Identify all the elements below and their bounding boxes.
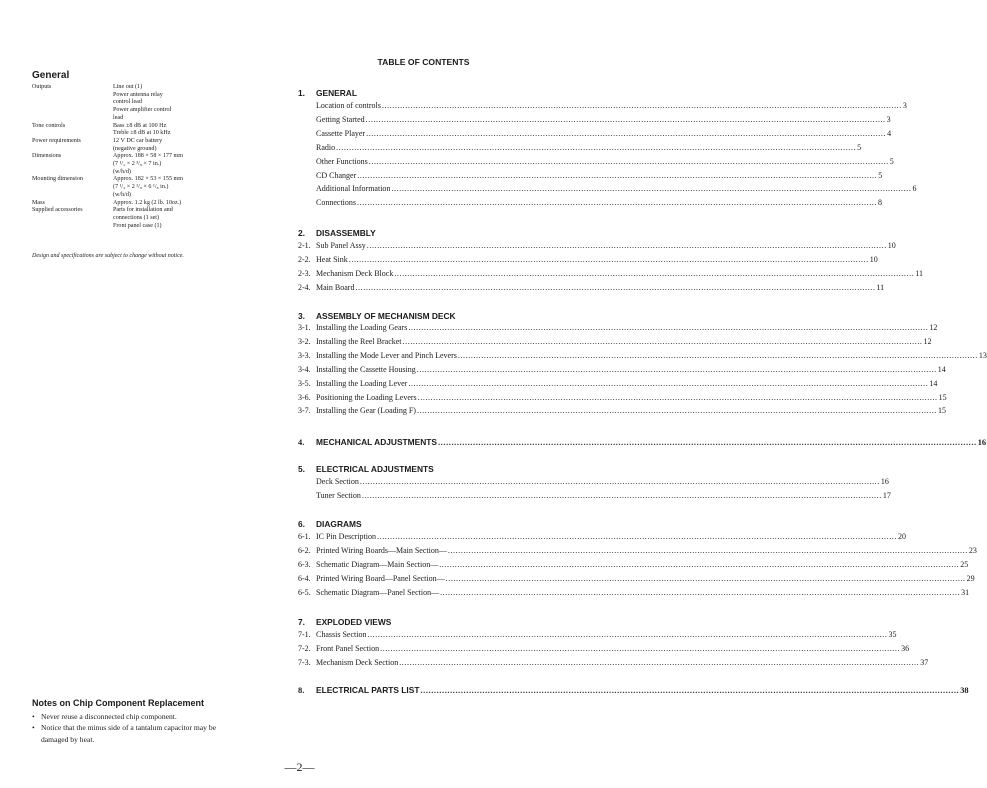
item-label: Installing the Reel Bracket [316, 336, 402, 346]
leader-dots: ........................................................................................................................................................................................................ [377, 532, 897, 541]
spec-label: Mounting dimension [32, 176, 83, 183]
leader-dots: ........................................................................................................................................................................................................ [355, 282, 876, 292]
item-number: 7-1. [298, 630, 311, 639]
leader-dots: ........................................................................................................................................................................................................ [391, 184, 912, 194]
section-title: MECHANICAL ADJUSTMENTS [316, 437, 437, 447]
leader-dots: ........................................................................................................................................................................................................ [365, 114, 886, 124]
toc-section-line [298, 437, 987, 448]
toc-item [298, 573, 975, 584]
leader-dots: ........................................................................................................................................................................................................ [408, 378, 929, 388]
spec-value-line: (w/h/d) [113, 168, 131, 175]
section-heading [298, 519, 362, 529]
section-heading [298, 311, 456, 321]
page-ref: 11 [915, 268, 924, 278]
item-label: Deck Section [316, 477, 359, 486]
item-label: Getting Started [316, 114, 365, 124]
section-title: DIAGRAMS [316, 519, 362, 529]
page-ref: 37 [920, 657, 929, 667]
table-of-contents [298, 0, 987, 788]
page-ref: 12 [923, 336, 932, 346]
item-label: Location of controls [316, 101, 381, 110]
item-number: 6-2. [298, 545, 311, 555]
leader-dots: ........................................................................................................................................................................................................ [437, 438, 977, 447]
toc-item [298, 657, 929, 668]
item-label: Front Panel Section [316, 643, 380, 653]
page-ref: 10 [887, 241, 896, 250]
page-ref: 35 [888, 630, 897, 639]
page-ref: 5 [857, 142, 862, 152]
item-label: Other Functions [316, 156, 368, 166]
page-ref: 8 [878, 198, 882, 208]
item-label: Main Board [316, 282, 355, 292]
item-label: Cassette Player [316, 128, 366, 138]
leader-dots: ........................................................................................................................................................................................................ [366, 241, 887, 250]
item-label: Installing the Loading Lever [316, 378, 408, 388]
item-number: 3-7. [298, 406, 311, 416]
leader-dots: ........................................................................................................................................................................................................ [417, 392, 938, 402]
toc-item [298, 197, 882, 208]
item-number: 7-2. [298, 643, 311, 653]
leader-dots: ........................................................................................................................................................................................................ [408, 323, 929, 332]
spec-table [32, 84, 242, 230]
page-ref: 25 [960, 559, 969, 569]
spec-value [113, 153, 242, 176]
leader-dots: ........................................................................................................................................................................................................ [447, 545, 968, 555]
leader-dots: ........................................................................................................................................................................................................ [420, 686, 960, 695]
page-ref: 36 [901, 643, 910, 653]
toc-item [298, 364, 946, 375]
page-ref: 3 [886, 114, 891, 124]
page-ref: 5 [889, 156, 894, 166]
spec-value [113, 84, 242, 123]
toc-section-line [298, 685, 969, 696]
item-number: 3-5. [298, 378, 311, 388]
spec-value-line: Treble ±8 dB at 10 kHz [113, 130, 171, 137]
page-number: —2— [284, 760, 315, 774]
leader-dots: ........................................................................................................................................................................................................ [359, 477, 880, 486]
spec-value-line: Bass ±8 dB at 100 Hz [113, 122, 167, 129]
leader-dots: ........................................................................................................................................................................................................ [399, 657, 920, 667]
leader-dots: ........................................................................................................................................................................................................ [381, 101, 902, 110]
spec-value-line: Front panel case (1) [113, 222, 162, 229]
bullet: • [32, 723, 35, 733]
leader-dots: ........................................................................................................................................................................................................ [445, 573, 966, 583]
item-label: Chassis Section [316, 630, 367, 639]
section-heading [298, 88, 357, 98]
section-number: 6. [298, 519, 305, 529]
spec-value-line: Approx. 188 × 58 × 177 mm [113, 153, 184, 160]
spec-value [113, 207, 242, 230]
notes-heading: Notes on Chip Component Replacement [32, 698, 205, 708]
spec-label: Power requirements [32, 137, 81, 144]
page-ref: 13 [978, 350, 987, 360]
page-ref: 31 [961, 587, 970, 597]
section-number: 7. [298, 617, 305, 627]
spec-label: Supplied accessories [32, 207, 83, 214]
spec-value [113, 138, 242, 153]
spec-value-line: (w/h/d) [113, 191, 131, 198]
spec-value-line: (7 ¹/₂ × 2 ³/₈ × 7 in.) [113, 161, 162, 168]
note-line: Never reuse a disconnected chip component. [41, 712, 177, 721]
toc-item [298, 336, 932, 347]
spec-row [32, 123, 242, 138]
item-number: 2-4. [298, 282, 311, 292]
section-title: DISASSEMBLY [316, 228, 376, 238]
spec-value-line: lead [113, 114, 124, 121]
page-ref: 16 [880, 477, 889, 486]
leader-dots: ........................................................................................................................................................................................................ [416, 364, 937, 374]
section-number: 8. [298, 686, 305, 695]
toc-item [298, 114, 891, 125]
toc-item [298, 643, 910, 654]
item-label: Mechanism Deck Section [316, 657, 399, 667]
notes-list [32, 711, 282, 745]
page-ref: 14 [929, 378, 938, 388]
page-ref: 15 [938, 392, 947, 402]
toc-item [298, 254, 878, 265]
item-number: 3-6. [298, 392, 311, 402]
page-ref: 38 [960, 686, 969, 695]
toc-item [298, 268, 924, 279]
toc-item [298, 170, 883, 181]
spec-value-line: Line out (1) [113, 84, 143, 90]
leader-dots: ........................................................................................................................................................................................................ [361, 490, 882, 500]
leader-dots: ........................................................................................................................................................................................................ [402, 336, 923, 346]
page-ref: 15 [937, 406, 946, 416]
item-number: 6-4. [298, 573, 311, 583]
page-ref: 20 [898, 532, 906, 541]
toc-item [298, 629, 897, 640]
spec-value-line: (7 ¹/₄ × 2 ¹/₈ × 6 ¹/₈ in.) [113, 184, 169, 191]
item-number: 3-4. [298, 364, 311, 374]
toc-item [298, 322, 938, 333]
toc-item [298, 100, 907, 111]
note-line: damaged by heat. [41, 734, 95, 744]
item-label: Heat Sink [316, 254, 348, 264]
item-number: 2-2. [298, 254, 311, 264]
leader-dots: ........................................................................................................................................................................................................ [439, 559, 960, 569]
leader-dots: ........................................................................................................................................................................................................ [336, 142, 857, 152]
note-text [41, 711, 177, 722]
section-title: EXPLODED VIEWS [316, 617, 392, 627]
toc-item [298, 587, 970, 598]
page-ref: 3 [902, 101, 907, 110]
item-number: 3-1. [298, 323, 311, 332]
spec-value-line: (negative ground) [113, 145, 157, 152]
toc-item [298, 405, 946, 416]
spec-label: Mass [32, 199, 45, 206]
spec-value-line: connections (1 set) [113, 214, 160, 221]
item-label: Positioning the Loading Levers [316, 392, 417, 402]
leader-dots: ........................................................................................................................................................................................................ [394, 268, 915, 278]
page-ref: 5 [878, 170, 883, 180]
design-note: Design and specifications are subject to change without notice. [32, 253, 184, 259]
page-ref: 4 [887, 128, 892, 138]
item-label: Schematic Diagram—Panel Section— [316, 587, 440, 597]
spec-row [32, 84, 242, 123]
spec-value-line: Approx. 182 × 53 × 155 mm [113, 176, 184, 183]
section-title: ASSEMBLY OF MECHANISM DECK [316, 311, 456, 321]
item-label: Tuner Section [316, 490, 361, 500]
leader-dots: ........................................................................................................................................................................................................ [367, 630, 888, 639]
toc-item [298, 156, 894, 167]
section-heading [298, 617, 391, 627]
item-label: Additional Information [316, 184, 391, 194]
page-ref: 16 [977, 438, 987, 447]
toc-item [298, 559, 969, 570]
spec-row [32, 153, 242, 176]
spec-row [32, 176, 242, 199]
item-label: Printed Wiring Board—Panel Section— [316, 573, 445, 583]
section-heading [298, 464, 434, 474]
toc-item [298, 183, 917, 194]
section-heading [298, 228, 376, 238]
page-ref: 29 [966, 573, 975, 583]
item-label: Installing the Cassette Housing [316, 364, 416, 374]
item-number: 2-3. [298, 268, 311, 278]
leader-dots: ........................................................................................................................................................................................................ [366, 128, 887, 138]
item-label: Connections [316, 198, 356, 208]
leader-dots: ........................................................................................................................................................................................................ [440, 587, 961, 597]
page-ref: 14 [937, 364, 946, 374]
page-ref: 23 [968, 545, 977, 555]
item-number: 6-3. [298, 559, 311, 569]
item-number: 6-1. [298, 532, 311, 541]
leader-dots: ........................................................................................................................................................................................................ [457, 350, 978, 360]
spec-value-line: 12 V DC car battery [113, 137, 163, 144]
toc-item [298, 128, 892, 139]
spec-value [113, 176, 242, 199]
section-number: 3. [298, 311, 305, 321]
toc-item [298, 142, 862, 153]
section-number: 2. [298, 228, 305, 238]
toc-item [298, 378, 938, 389]
item-number: 3-3. [298, 350, 311, 360]
item-label: Schematic Diagram—Main Section— [316, 559, 439, 569]
section-title: ELECTRICAL ADJUSTMENTS [316, 464, 434, 474]
toc-item [298, 240, 896, 251]
spec-value [113, 123, 242, 138]
spec-value-line: Approx. 1.2 kg (2 lb. 10oz.) [113, 199, 182, 206]
leader-dots: ........................................................................................................................................................................................................ [416, 406, 937, 416]
spec-value-line: Power antenna relay [113, 91, 163, 98]
spec-value-line: Power amplifier control [113, 107, 172, 114]
page-ref: 12 [929, 323, 938, 332]
note-text [41, 722, 216, 745]
section-number: 1. [298, 88, 305, 98]
item-label: Installing the Gear (Loading F) [316, 406, 416, 416]
leader-dots: ........................................................................................................................................................................................................ [357, 198, 877, 208]
page-ref: 6 [912, 184, 917, 194]
section-title: ELECTRICAL PARTS LIST [316, 685, 420, 695]
item-label: IC Pin Description [316, 532, 376, 541]
section-number: 5. [298, 464, 305, 474]
spec-value-line: Parts for installation and [113, 207, 173, 214]
item-number: 3-2. [298, 336, 311, 346]
toc-item [298, 531, 906, 542]
note-line: Notice that the minus side of a tantalum capacitor may be [41, 723, 217, 733]
item-label: CD Changer [316, 170, 357, 180]
section-title: GENERAL [316, 88, 357, 98]
leader-dots: ........................................................................................................................................................................................................ [368, 156, 889, 166]
toc-item [298, 392, 947, 403]
item-label: Mechanism Deck Block [316, 268, 394, 278]
spec-row [32, 207, 242, 230]
general-heading: General [32, 70, 70, 81]
spec-label: Dimensions [32, 153, 62, 160]
toc-item [298, 350, 987, 361]
item-label: Sub Panel Assy [316, 241, 366, 250]
spec-row [32, 138, 242, 153]
page-ref: 10 [869, 254, 878, 264]
page-ref: 17 [882, 490, 891, 500]
item-label: Printed Wiring Boards—Main Section— [316, 545, 447, 555]
item-label: Installing the Loading Gears [316, 323, 408, 332]
item-number: 2-1. [298, 241, 311, 250]
toc-item [298, 476, 889, 487]
toc-item [298, 545, 977, 556]
page-ref: 11 [876, 282, 885, 292]
leader-dots: ........................................................................................................................................................................................................ [348, 254, 869, 264]
toc-item [298, 490, 891, 501]
item-number: 7-3. [298, 657, 311, 667]
spec-value-line: control lead [113, 99, 142, 106]
item-number: 6-5. [298, 587, 311, 597]
bullet: • [32, 712, 35, 721]
section-number: 4. [298, 438, 305, 447]
item-label: Installing the Mode Lever and Pinch Levers [316, 350, 457, 360]
item-label: Radio [316, 142, 336, 152]
toc-item [298, 282, 885, 293]
spec-label: Outputs [32, 84, 52, 90]
leader-dots: ........................................................................................................................................................................................................ [357, 170, 878, 180]
note-item [32, 722, 282, 745]
spec-label: Tone controls [32, 122, 66, 129]
leader-dots: ........................................................................................................................................................................................................ [380, 643, 901, 653]
note-item [32, 711, 282, 722]
toc-title: TABLE OF CONTENTS [377, 57, 470, 67]
